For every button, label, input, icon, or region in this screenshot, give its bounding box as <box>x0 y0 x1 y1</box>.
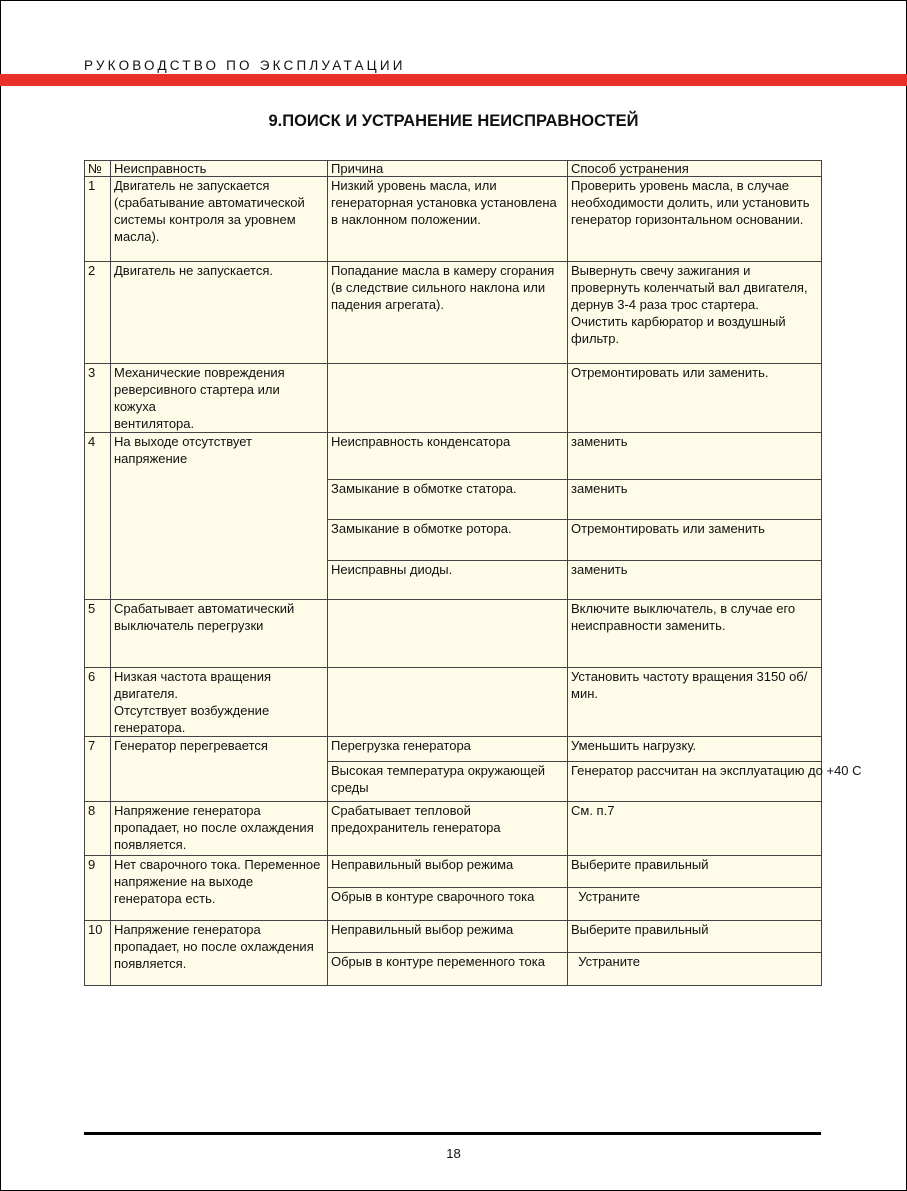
row-number: 6 <box>85 668 111 737</box>
footer-rule <box>84 1132 821 1135</box>
row-number: 4 <box>85 433 111 600</box>
remedy-cell: Вывернуть свечу зажигания и провернуть коленчатый вал двигателя, дернув 3-4 раза трос стартера. Очистить карбюратор и воздушный фильтр. <box>568 262 822 364</box>
row-number: 2 <box>85 262 111 364</box>
remedy-cell: Проверить уровень масла, в случае необходимости долить, или установить генератор горизонтальном основании. <box>568 177 822 262</box>
cause-cell: Попадание масла в камеру сгорания (в следствие сильного наклона или падения агрегата). <box>328 262 568 364</box>
remedy-cell <box>568 921 822 986</box>
remedy-cell: См. п.7 <box>568 802 822 856</box>
cause-sub-item: Замыкание в обмотке статора. <box>328 479 567 519</box>
cause-cell <box>328 737 568 802</box>
header-remedy: Способ устранения <box>568 161 822 177</box>
remedy-sub-item: Выберите правильный <box>571 857 709 872</box>
header-cause: Причина <box>328 161 568 177</box>
table-row <box>85 177 822 262</box>
fault-cell: Срабатывает автоматический выключатель перегрузки <box>111 600 328 668</box>
fault-cell: Низкая частота вращения двигателя. Отсутствует возбуждение генератора. <box>111 668 328 737</box>
remedy-cell: Включите выключатель, в случае его неисправности заменить. <box>568 600 822 668</box>
remedy-sub-item: заменить <box>571 434 628 449</box>
remedy-sub-item: заменить <box>568 560 821 599</box>
cause-sub-item: Неисправность конденсатора <box>331 434 511 449</box>
remedy-cell <box>568 433 822 600</box>
troubleshooting-table <box>84 160 862 986</box>
fault-cell: Генератор перегревается <box>111 737 328 802</box>
cause-sub-item: Обрыв в контуре переменного тока <box>328 952 567 985</box>
row-number: 1 <box>85 177 111 262</box>
header-num: № <box>85 161 111 177</box>
table-row <box>85 600 822 668</box>
cause-sub-item: Обрыв в контуре сварочного тока <box>328 887 567 920</box>
cause-sub-item: Высокая температура окружающей среды <box>328 761 567 801</box>
cause-cell: Низкий уровень масла, или генераторная установка установлена в наклонном положении. <box>328 177 568 262</box>
manual-header: РУКОВОДСТВО ПО ЭКСПЛУАТАЦИИ <box>84 58 406 73</box>
remedy-sub-item: Устраните <box>568 952 821 985</box>
table-row <box>85 262 822 364</box>
table-row <box>85 668 822 737</box>
remedy-cell: Отремонтировать или заменить. <box>568 364 822 433</box>
cause-cell <box>328 364 568 433</box>
table-row <box>85 737 822 802</box>
remedy-sub-item: Генератор рассчитан на эксплуатацию до +40 С <box>568 761 821 801</box>
remedy-cell: Установить частоту вращения 3150 об/мин. <box>568 668 822 737</box>
fault-cell: Механические повреждения реверсивного стартера или кожуха вентилятора. <box>111 364 328 433</box>
cause-cell <box>328 921 568 986</box>
fault-cell: Двигатель не запускается (срабатывание автоматической системы контроля за уровнем масла). <box>111 177 328 262</box>
remedy-sub-item: Отремонтировать или заменить <box>568 519 821 560</box>
table-row <box>85 856 822 921</box>
row-number: 10 <box>85 921 111 986</box>
cause-sub-item: Перегрузка генератора <box>331 738 471 753</box>
table-header-row <box>85 161 822 177</box>
remedy-cell <box>568 737 862 802</box>
header-red-bar <box>0 74 907 86</box>
cause-cell <box>328 600 568 668</box>
row-number: 8 <box>85 802 111 856</box>
cause-sub-item: Неисправны диоды. <box>328 560 567 599</box>
fault-cell: Двигатель не запускается. <box>111 262 328 364</box>
remedy-sub-item: Выберите правильный <box>571 922 709 937</box>
cause-cell <box>328 668 568 737</box>
remedy-sub-item: Уменьшить нагрузку. <box>571 738 697 753</box>
fault-cell: Напряжение генератора пропадает, но после охлаждения появляется. <box>111 802 328 856</box>
row-number: 5 <box>85 600 111 668</box>
table-row <box>85 433 822 600</box>
fault-cell: Напряжение генератора пропадает, но после охлаждения появляется. <box>111 921 328 986</box>
fault-cell: Нет сварочного тока. Переменное напряжение на выходе генератора есть. <box>111 856 328 921</box>
cause-cell: Срабатывает тепловой предохранитель генератора <box>328 802 568 856</box>
row-number: 3 <box>85 364 111 433</box>
page-number: 18 <box>446 1146 461 1161</box>
table-row <box>85 802 822 856</box>
cause-sub-item: Замыкание в обмотке ротора. <box>328 519 567 560</box>
table-row <box>85 364 822 433</box>
remedy-sub-item: заменить <box>568 479 821 519</box>
row-number: 9 <box>85 856 111 921</box>
fault-cell: На выходе отсутствует напряжение <box>111 433 328 600</box>
cause-sub-item: Неправильный выбор режима <box>331 857 514 872</box>
table-row <box>85 921 822 986</box>
header-fault: Неисправность <box>111 161 328 177</box>
remedy-cell <box>568 856 822 921</box>
section-title: 9.ПОИСК И УСТРАНЕНИЕ НЕИСПРАВНОСТЕЙ <box>268 112 639 130</box>
cause-cell <box>328 433 568 600</box>
cause-cell <box>328 856 568 921</box>
remedy-sub-item: Устраните <box>568 887 821 920</box>
row-number: 7 <box>85 737 111 802</box>
cause-sub-item: Неправильный выбор режима <box>331 922 514 937</box>
